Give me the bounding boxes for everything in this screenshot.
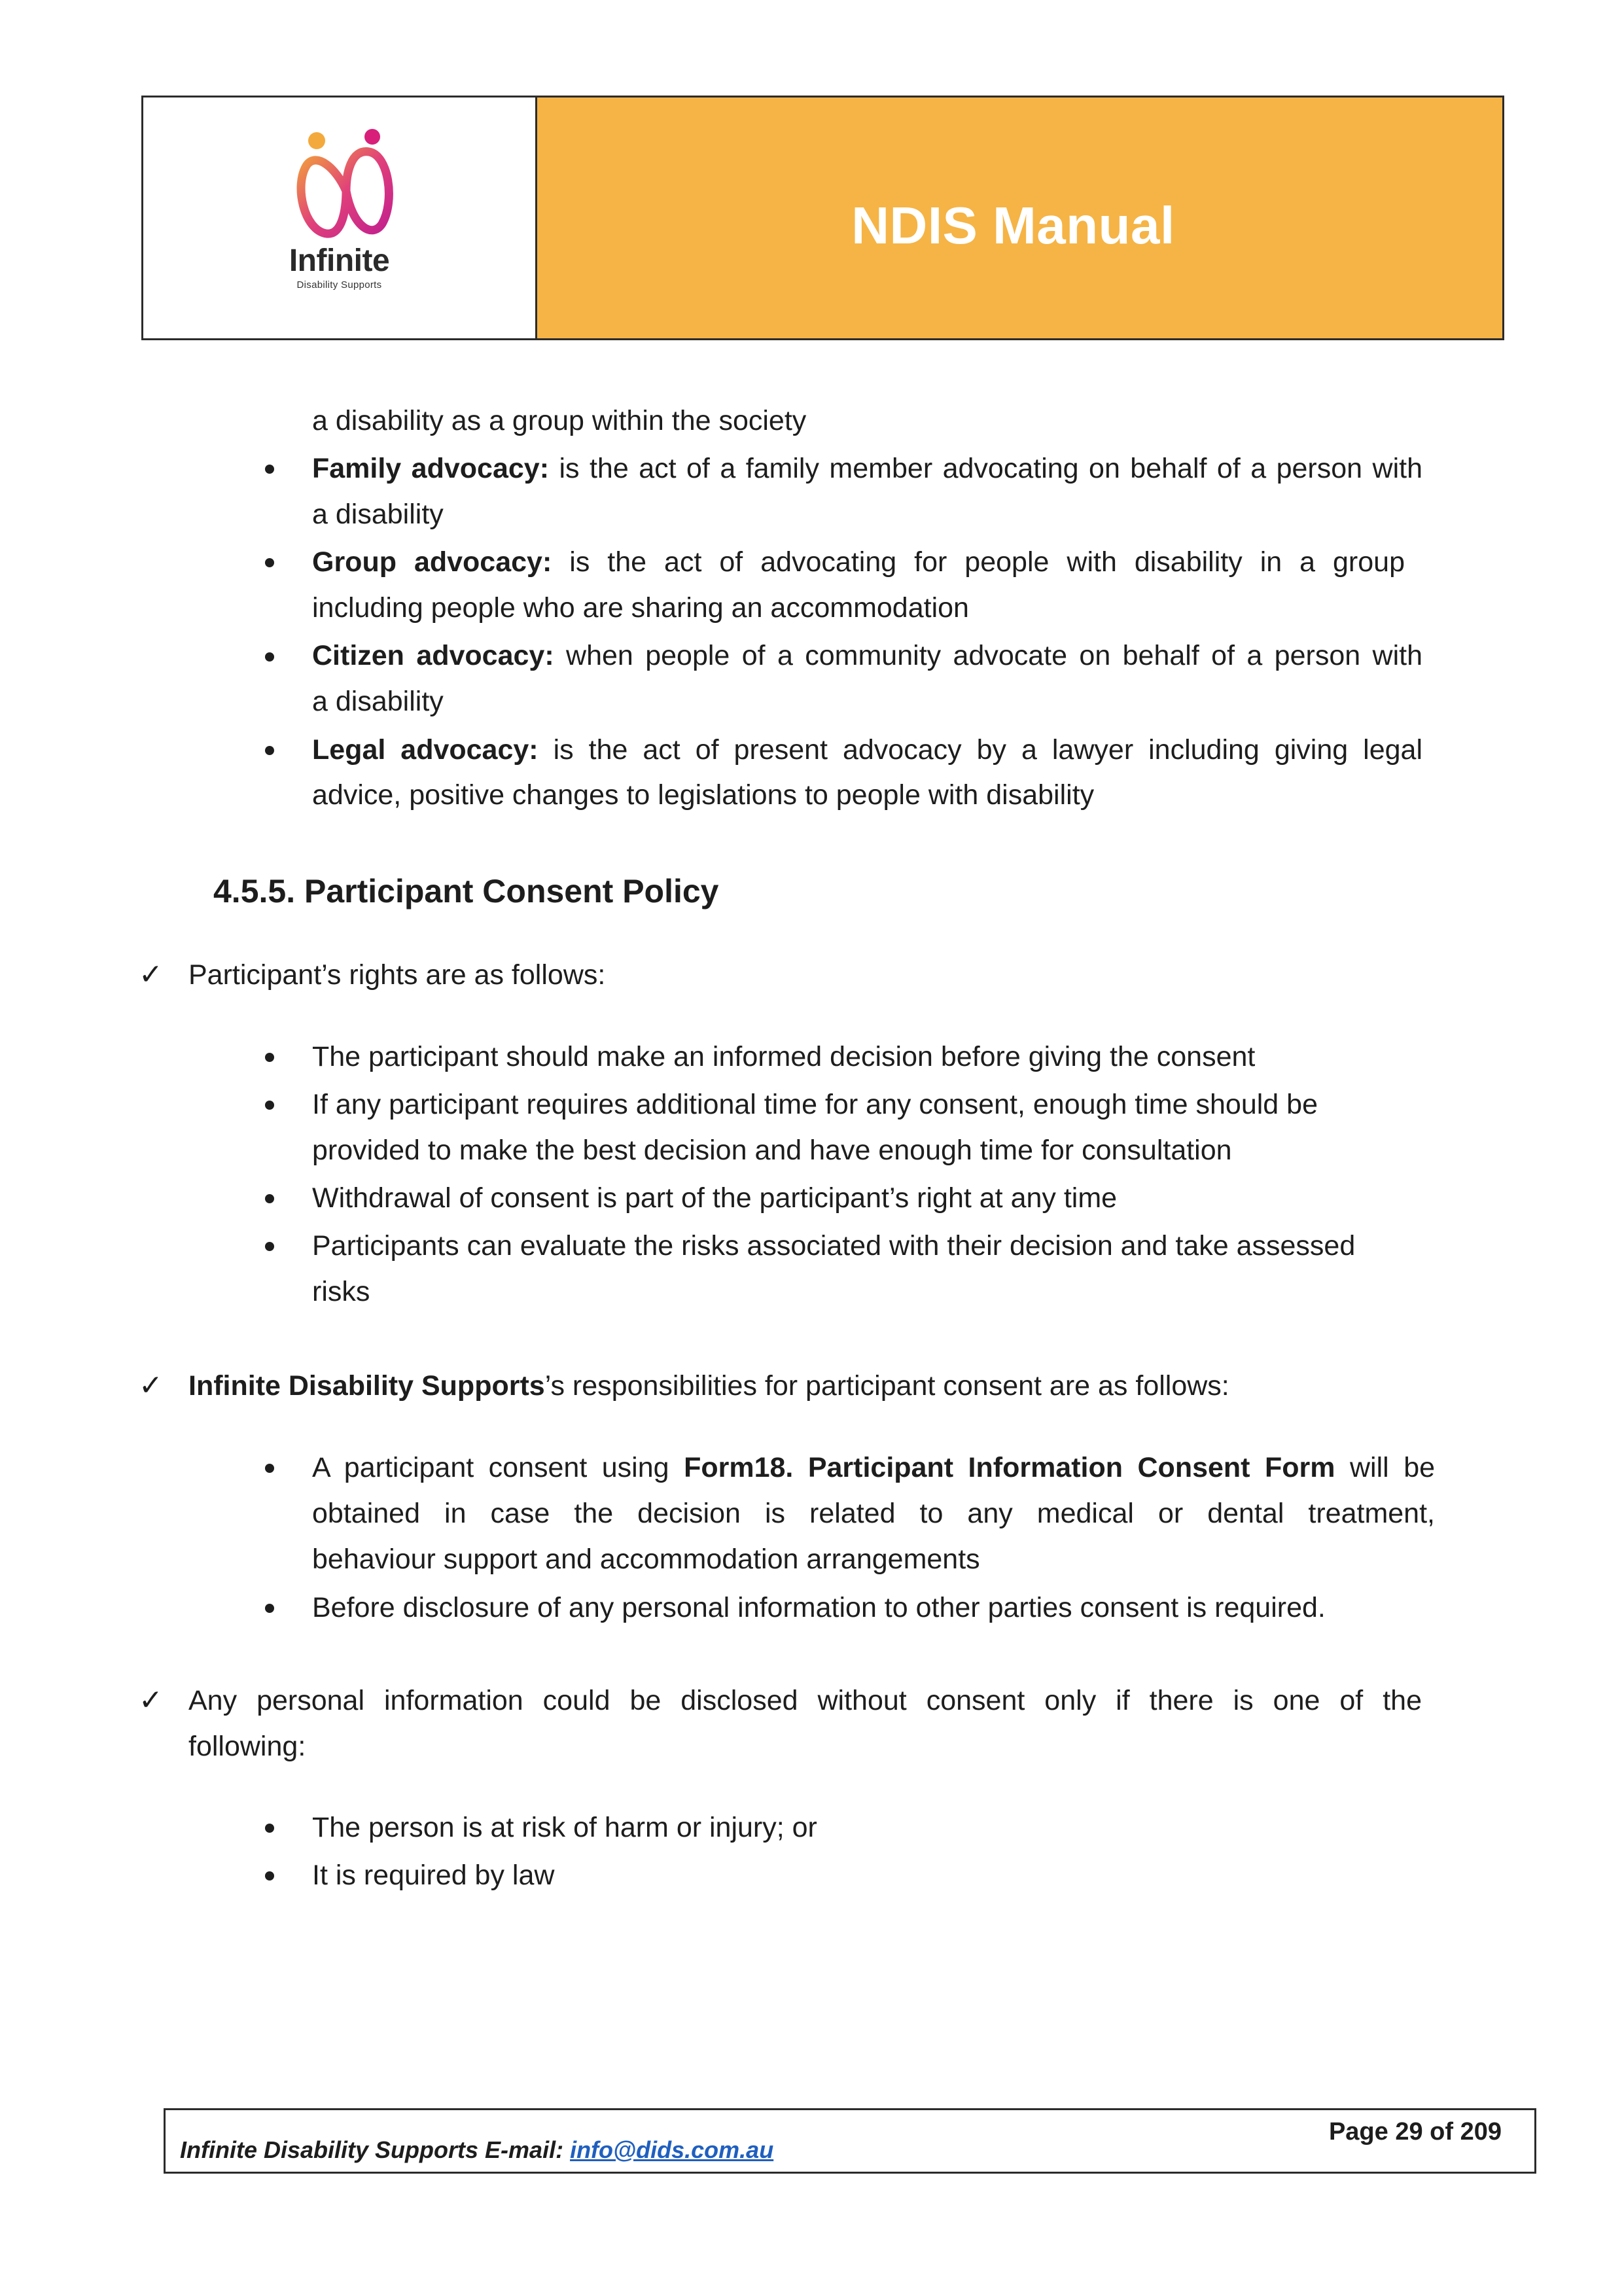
intro-continuation: a disability as a group within the society: [312, 405, 807, 436]
org-name: Infinite Disability Supports: [188, 1370, 545, 1402]
citizen-advocacy-label: Citizen advocacy:: [312, 640, 554, 671]
legal-advocacy-text: is the act of present advocacy by a lawyer including giving legal: [538, 734, 1422, 766]
consent-form-name: Form18. Participant Information Consent Form: [684, 1452, 1335, 1483]
legal-advocacy-line2: advice, positive changes to legislations to people with disability: [312, 779, 1095, 811]
legal-advocacy-label: Legal advocacy:: [312, 734, 538, 766]
rights-item-4-line2: risks: [312, 1276, 370, 1307]
rights-item-3: Withdrawal of consent is part of the participant’s right at any time: [312, 1182, 1118, 1214]
bullet-icon: [265, 1101, 274, 1110]
citizen-advocacy-line2: a disability: [312, 686, 444, 717]
page-header: [141, 96, 1504, 340]
disclosure-intro-line2: following:: [188, 1731, 306, 1762]
rights-item-2-line2: provided to make the best decision and have enough time for consultation: [312, 1135, 1232, 1166]
title-cell: [537, 97, 1502, 338]
group-advocacy-item: [312, 539, 1405, 585]
rights-intro: Participant’s rights are as follows:: [188, 959, 606, 991]
group-advocacy-line2: including people who are sharing an accommodation: [312, 592, 969, 624]
responsibilities-intro-text: ’s responsibilities for participant consent are as follows:: [544, 1370, 1229, 1402]
rights-item-1: The participant should make an informed decision before giving the consent: [312, 1041, 1256, 1072]
bullet-icon: [265, 746, 274, 755]
responsibility-item-1-post: will be: [1335, 1452, 1436, 1483]
citizen-advocacy-text: when people of a community advocate on behalf of a person with: [554, 640, 1423, 671]
section-number: 4.5.5.: [213, 873, 296, 910]
bullet-icon: [265, 465, 274, 474]
citizen-advocacy-item: [312, 633, 1422, 679]
page-footer: [164, 2108, 1536, 2174]
footer-contact: [180, 2136, 773, 2164]
responsibility-item-1-line3: behaviour support and accommodation arrangements: [312, 1544, 980, 1575]
bullet-icon: [265, 1824, 274, 1833]
bullet-icon: [265, 1604, 274, 1613]
responsibility-item-2: Before disclosure of any personal information to other parties consent is required.: [312, 1592, 1326, 1623]
logo-cell: [143, 97, 537, 338]
footer-email-link[interactable]: info@dids.com.au: [570, 2136, 774, 2163]
legal-advocacy-item: [312, 727, 1422, 773]
section-title: Participant Consent Policy: [304, 873, 719, 910]
disclosure-intro: Any personal information could be disclosed without consent only if there is one of the: [188, 1685, 1422, 1716]
family-advocacy-text: is the act of a family member advocating on behalf of a person with: [549, 453, 1422, 484]
bullet-icon: [265, 1464, 274, 1473]
footer-label: Infinite Disability Supports E-mail:: [180, 2136, 571, 2163]
logo-subtitle: Disability Supports: [296, 279, 382, 291]
bullet-icon: [265, 1053, 274, 1062]
page-number: Page 29 of 209: [1328, 2118, 1502, 2146]
rights-item-2: If any participant requires additional time for any consent, enough time should be: [312, 1089, 1318, 1120]
bullet-icon: [265, 1242, 274, 1251]
checkmark-icon: ✓: [139, 959, 163, 991]
family-advocacy-line2: a disability: [312, 499, 444, 530]
checkmark-icon: ✓: [139, 1684, 163, 1716]
family-advocacy-item: [312, 446, 1422, 491]
bullet-icon: [265, 1871, 274, 1881]
rights-item-4: Participants can evaluate the risks associated with their decision and take assessed: [312, 1230, 1356, 1262]
bullet-icon: [265, 1194, 274, 1203]
responsibilities-intro: [188, 1363, 1229, 1409]
responsibility-item-1-line2: obtained in case the decision is related to any medical or dental treatment,: [312, 1498, 1435, 1529]
responsibility-item-1-pre: A participant consent using: [312, 1452, 684, 1483]
disclosure-item-1: The person is at risk of harm or injury; or: [312, 1812, 817, 1843]
section-heading: [213, 868, 719, 914]
checkmark-icon: ✓: [139, 1369, 163, 1402]
responsibility-item-1: [312, 1445, 1435, 1491]
group-advocacy-label: Group advocacy:: [312, 546, 552, 578]
disclosure-item-2: It is required by law: [312, 1860, 555, 1891]
bullet-icon: [265, 652, 274, 662]
group-advocacy-text: is the act of advocating for people with disability in a group: [552, 546, 1405, 578]
infinity-people-logo-icon: [291, 129, 402, 243]
family-advocacy-label: Family advocacy:: [312, 453, 550, 484]
bullet-icon: [265, 558, 274, 567]
document-title: NDIS Manual: [851, 196, 1175, 255]
logo-name: Infinite: [289, 243, 390, 278]
